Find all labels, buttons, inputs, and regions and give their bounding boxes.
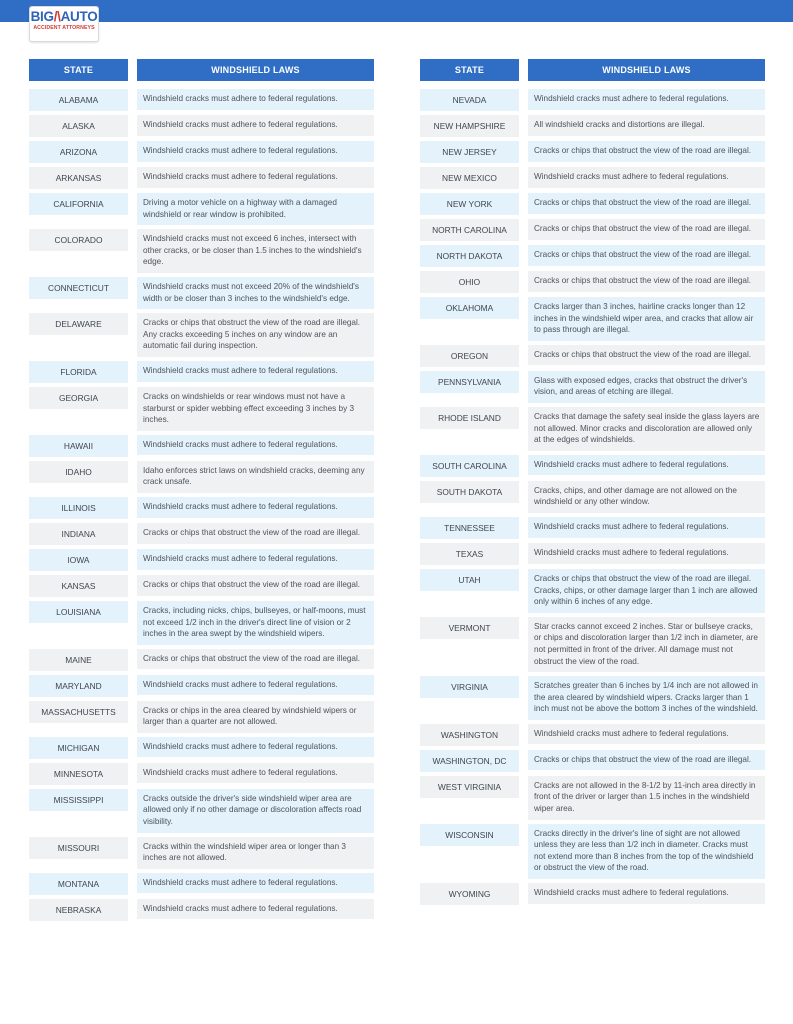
- table-row: [420, 617, 766, 672]
- state-name-cell: OKLAHOMA: [420, 297, 519, 319]
- state-name-cell: HAWAII: [29, 435, 128, 457]
- state-name-cell: ILLINOIS: [29, 497, 128, 519]
- windshield-law-cell: Cracks directly in the driver's line of sight are not allowed unless they are less than 1/2 inch in diameter. Cracks must not extend more than 8 inches from the top of the windshield or obstruct the view of the road.: [528, 824, 765, 879]
- table-row: [420, 776, 766, 820]
- table-row: [420, 481, 766, 513]
- state-name-cell: FLORIDA: [29, 361, 128, 383]
- state-name-cell: MISSISSIPPI: [29, 789, 128, 811]
- state-name-cell: IDAHO: [29, 461, 128, 483]
- state-name-cell: WEST VIRGINIA: [420, 776, 519, 798]
- state-name-cell: WASHINGTON: [420, 724, 519, 746]
- state-name-cell: NORTH CAROLINA: [420, 219, 519, 241]
- table-row: [420, 141, 766, 163]
- table-row: [420, 219, 766, 241]
- table-body: [29, 89, 375, 921]
- state-name-cell: NEW HAMPSHIRE: [420, 115, 519, 137]
- table-row: [420, 115, 766, 137]
- windshield-law-cell: Windshield cracks must adhere to federal regulations.: [137, 737, 374, 758]
- windshield-law-cell: Star cracks cannot exceed 2 inches. Star or bullseye cracks, or chips and discoloration larger than 1/2 inch in diameter, are not permitted in front of the driver. All damage must not obstruct the view of the road.: [528, 617, 765, 672]
- windshield-law-cell: Cracks or chips that obstruct the view of the road are illegal.: [528, 193, 765, 214]
- logo-subtitle: ACCIDENT ATTORNEYS: [33, 25, 95, 31]
- logo-word-big: BIG: [30, 9, 54, 24]
- state-name-cell: TEXAS: [420, 543, 519, 565]
- table-row: [29, 789, 375, 833]
- windshield-law-cell: Cracks or chips that obstruct the view of the road are illegal.: [137, 523, 374, 544]
- windshield-law-cell: All windshield cracks and distortions are illegal.: [528, 115, 765, 136]
- table-row: [420, 824, 766, 879]
- right-table: [420, 59, 766, 909]
- state-name-cell: MONTANA: [29, 873, 128, 895]
- state-name-cell: RHODE ISLAND: [420, 407, 519, 429]
- state-name-cell: OREGON: [420, 345, 519, 367]
- windshield-law-cell: Cracks or chips that obstruct the view of the road are illegal.: [528, 219, 765, 240]
- table-row: [29, 701, 375, 733]
- table-row: [29, 763, 375, 785]
- windshield-law-cell: Cracks or chips that obstruct the view of the road are illegal.: [528, 141, 765, 162]
- state-name-cell: VIRGINIA: [420, 676, 519, 698]
- state-name-cell: ALABAMA: [29, 89, 128, 111]
- windshield-law-cell: Cracks within the windshield wiper area or longer than 3 inches are not allowed.: [137, 837, 374, 869]
- table-row: [420, 676, 766, 720]
- table-row: [420, 455, 766, 477]
- table-row: [29, 313, 375, 357]
- table-row: [420, 371, 766, 403]
- table-row: [29, 675, 375, 697]
- table-row: [420, 271, 766, 293]
- table-row: [420, 517, 766, 539]
- table-row: [420, 345, 766, 367]
- state-name-cell: MASSACHUSETTS: [29, 701, 128, 723]
- windshield-law-cell: Cracks or chips that obstruct the view of the road are illegal. Cracks, chips, or other damage larger than 1 inch are allowed only within 6 inches of any edge.: [528, 569, 765, 613]
- state-name-cell: NEW YORK: [420, 193, 519, 215]
- windshield-law-cell: Cracks or chips that obstruct the view of the road are illegal.: [528, 245, 765, 266]
- table-row: [420, 245, 766, 267]
- state-name-cell: ARKANSAS: [29, 167, 128, 189]
- state-name-cell: MINNESOTA: [29, 763, 128, 785]
- windshield-law-cell: Windshield cracks must adhere to federal regulations.: [137, 763, 374, 784]
- table-row: [29, 387, 375, 431]
- state-name-cell: SOUTH DAKOTA: [420, 481, 519, 503]
- windshield-law-cell: Cracks larger than 3 inches, hairline cracks longer than 12 inches in the windshield wiper area, and cracks that allow air to pass through are illegal.: [528, 297, 765, 341]
- state-name-cell: MARYLAND: [29, 675, 128, 697]
- table-row: [420, 543, 766, 565]
- table-row: [29, 229, 375, 273]
- windshield-law-cell: Cracks, including nicks, chips, bullseyes, or half-moons, must not exceed 1/2 inch in the driver's direct line of vision or 2 inches in the area swept by the windshield wipers.: [137, 601, 374, 645]
- table-row: [29, 523, 375, 545]
- logo-word-auto: AUTO: [60, 9, 98, 24]
- table-row: [420, 167, 766, 189]
- windshield-law-cell: Cracks, chips, and other damage are not allowed on the windshield or any other window.: [528, 481, 765, 513]
- table-row: [420, 724, 766, 746]
- table-row: [420, 750, 766, 772]
- state-name-cell: LOUISIANA: [29, 601, 128, 623]
- state-name-cell: ARIZONA: [29, 141, 128, 163]
- state-name-cell: WISCONSIN: [420, 824, 519, 846]
- state-name-cell: SOUTH CAROLINA: [420, 455, 519, 477]
- state-name-cell: MISSOURI: [29, 837, 128, 859]
- state-name-cell: NEBRASKA: [29, 899, 128, 921]
- table-row: [29, 899, 375, 921]
- windshield-law-cell: Windshield cracks must adhere to federal regulations.: [137, 115, 374, 136]
- table-row: [29, 115, 375, 137]
- windshield-law-cell: Windshield cracks must adhere to federal regulations.: [137, 89, 374, 110]
- state-name-cell: VERMONT: [420, 617, 519, 639]
- state-name-cell: INDIANA: [29, 523, 128, 545]
- table-row: [420, 297, 766, 341]
- windshield-law-cell: Idaho enforces strict laws on windshield cracks, deeming any crack unsafe.: [137, 461, 374, 493]
- state-name-cell: WYOMING: [420, 883, 519, 905]
- table-row: [420, 883, 766, 905]
- state-name-cell: GEORGIA: [29, 387, 128, 409]
- table-row: [29, 435, 375, 457]
- windshield-law-cell: Cracks that damage the safety seal inside the glass layers are not allowed. Minor cracks and discoloration are allowed only at the edges of windshields.: [528, 407, 765, 451]
- state-name-cell: TENNESSEE: [420, 517, 519, 539]
- windshield-law-cell: Cracks or chips that obstruct the view of the road are illegal.: [528, 345, 765, 366]
- windshield-law-cell: Windshield cracks must adhere to federal regulations.: [528, 543, 765, 564]
- state-name-cell: CONNECTICUT: [29, 277, 128, 299]
- logo-divider-icon: /\: [53, 9, 61, 24]
- table-row: [29, 461, 375, 493]
- windshield-law-cell: Glass with exposed edges, cracks that obstruct the driver's vision, and areas of etching are illegal.: [528, 371, 765, 403]
- table-row: [420, 569, 766, 613]
- state-name-cell: ALASKA: [29, 115, 128, 137]
- windshield-law-cell: Windshield cracks must adhere to federal regulations.: [528, 517, 765, 538]
- table-row: [29, 737, 375, 759]
- windshield-law-cell: Windshield cracks must adhere to federal regulations.: [528, 455, 765, 476]
- windshield-law-cell: Cracks outside the driver's side windshield wiper area are allowed only if no other damage or discoloration affects road visibility.: [137, 789, 374, 833]
- windshield-law-cell: Cracks are not allowed in the 8-1/2 by 11-inch area directly in front of the driver or larger than 1.5 inches in the windshield wiper area.: [528, 776, 765, 820]
- windshield-law-cell: Windshield cracks must adhere to federal regulations.: [528, 883, 765, 904]
- table-body: [420, 89, 766, 905]
- windshield-law-cell: Windshield cracks must adhere to federal regulations.: [137, 361, 374, 382]
- windshield-law-cell: Windshield cracks must adhere to federal regulations.: [137, 497, 374, 518]
- state-name-cell: MICHIGAN: [29, 737, 128, 759]
- logo-title: [30, 9, 98, 25]
- windshield-law-cell: Windshield cracks must adhere to federal regulations.: [137, 167, 374, 188]
- table-row: [420, 193, 766, 215]
- windshield-law-cell: Windshield cracks must adhere to federal regulations.: [137, 435, 374, 456]
- windshield-law-cell: Windshield cracks must adhere to federal regulations.: [137, 873, 374, 894]
- table-row: [29, 601, 375, 645]
- table-row: [420, 89, 766, 111]
- table-row: [29, 361, 375, 383]
- table-row: [420, 407, 766, 451]
- state-column-header: STATE: [29, 59, 128, 81]
- windshield-law-cell: Scratches greater than 6 inches by 1/4 inch are not allowed in the area cleared by windshield wipers. Cracks larger than 1 inch must not be above the bottom 3 inches of the windshield.: [528, 676, 765, 720]
- table-row: [29, 167, 375, 189]
- table-row: [29, 575, 375, 597]
- state-name-cell: MAINE: [29, 649, 128, 671]
- windshield-law-cell: Cracks or chips that obstruct the view of the road are illegal. Any cracks exceeding 5 inches on any window are an automatic fail during inspection.: [137, 313, 374, 357]
- brand-logo[interactable]: [29, 6, 99, 42]
- state-name-cell: NEW JERSEY: [420, 141, 519, 163]
- table-row: [29, 873, 375, 895]
- state-name-cell: OHIO: [420, 271, 519, 293]
- table-row: [29, 141, 375, 163]
- windshield-law-cell: Windshield cracks must adhere to federal regulations.: [528, 724, 765, 745]
- windshield-law-cell: Windshield cracks must adhere to federal regulations.: [137, 141, 374, 162]
- table-header: [29, 59, 375, 81]
- windshield-law-cell: Windshield cracks must adhere to federal regulations.: [137, 675, 374, 696]
- law-column-header: WINDSHIELD LAWS: [137, 59, 374, 81]
- table-row: [29, 277, 375, 309]
- state-name-cell: NORTH DAKOTA: [420, 245, 519, 267]
- state-name-cell: PENNSYLVANIA: [420, 371, 519, 393]
- left-table: [29, 59, 375, 925]
- state-name-cell: KANSAS: [29, 575, 128, 597]
- state-name-cell: COLORADO: [29, 229, 128, 251]
- top-banner: [0, 0, 793, 22]
- windshield-law-cell: Windshield cracks must adhere to federal regulations.: [528, 167, 765, 188]
- windshield-law-cell: Windshield cracks must adhere to federal regulations.: [137, 899, 374, 920]
- windshield-law-cell: Windshield cracks must not exceed 6 inches, intersect with other cracks, or be closer than 1.5 inches to the windshield's edge.: [137, 229, 374, 273]
- table-row: [29, 649, 375, 671]
- state-column-header: STATE: [420, 59, 519, 81]
- windshield-law-cell: Windshield cracks must adhere to federal regulations.: [137, 549, 374, 570]
- state-name-cell: DELAWARE: [29, 313, 128, 335]
- windshield-law-cell: Windshield cracks must adhere to federal regulations.: [528, 89, 765, 110]
- state-name-cell: CALIFORNIA: [29, 193, 128, 215]
- state-name-cell: WASHINGTON, DC: [420, 750, 519, 772]
- table-row: [29, 89, 375, 111]
- windshield-law-cell: Windshield cracks must not exceed 20% of the windshield's width or be closer than 3 inches to the windshield's edge.: [137, 277, 374, 309]
- state-name-cell: IOWA: [29, 549, 128, 571]
- windshield-law-cell: Cracks or chips that obstruct the view of the road are illegal.: [528, 750, 765, 771]
- windshield-law-cell: Cracks or chips that obstruct the view of the road are illegal.: [137, 649, 374, 670]
- state-name-cell: NEW MEXICO: [420, 167, 519, 189]
- table-row: [29, 193, 375, 225]
- windshield-law-cell: Cracks or chips that obstruct the view of the road are illegal.: [137, 575, 374, 596]
- law-column-header: WINDSHIELD LAWS: [528, 59, 765, 81]
- windshield-law-cell: Cracks or chips that obstruct the view of the road are illegal.: [528, 271, 765, 292]
- table-header: [420, 59, 766, 81]
- table-row: [29, 549, 375, 571]
- table-row: [29, 837, 375, 869]
- state-name-cell: NEVADA: [420, 89, 519, 111]
- table-row: [29, 497, 375, 519]
- windshield-law-cell: Cracks on windshields or rear windows must not have a starburst or spider webbing effect exceeding 3 inches by 3 inches.: [137, 387, 374, 431]
- state-name-cell: UTAH: [420, 569, 519, 591]
- windshield-law-cell: Driving a motor vehicle on a highway with a damaged windshield or rear window is prohibited.: [137, 193, 374, 225]
- windshield-law-cell: Cracks or chips in the area cleared by windshield wipers or larger than a quarter are not allowed.: [137, 701, 374, 733]
